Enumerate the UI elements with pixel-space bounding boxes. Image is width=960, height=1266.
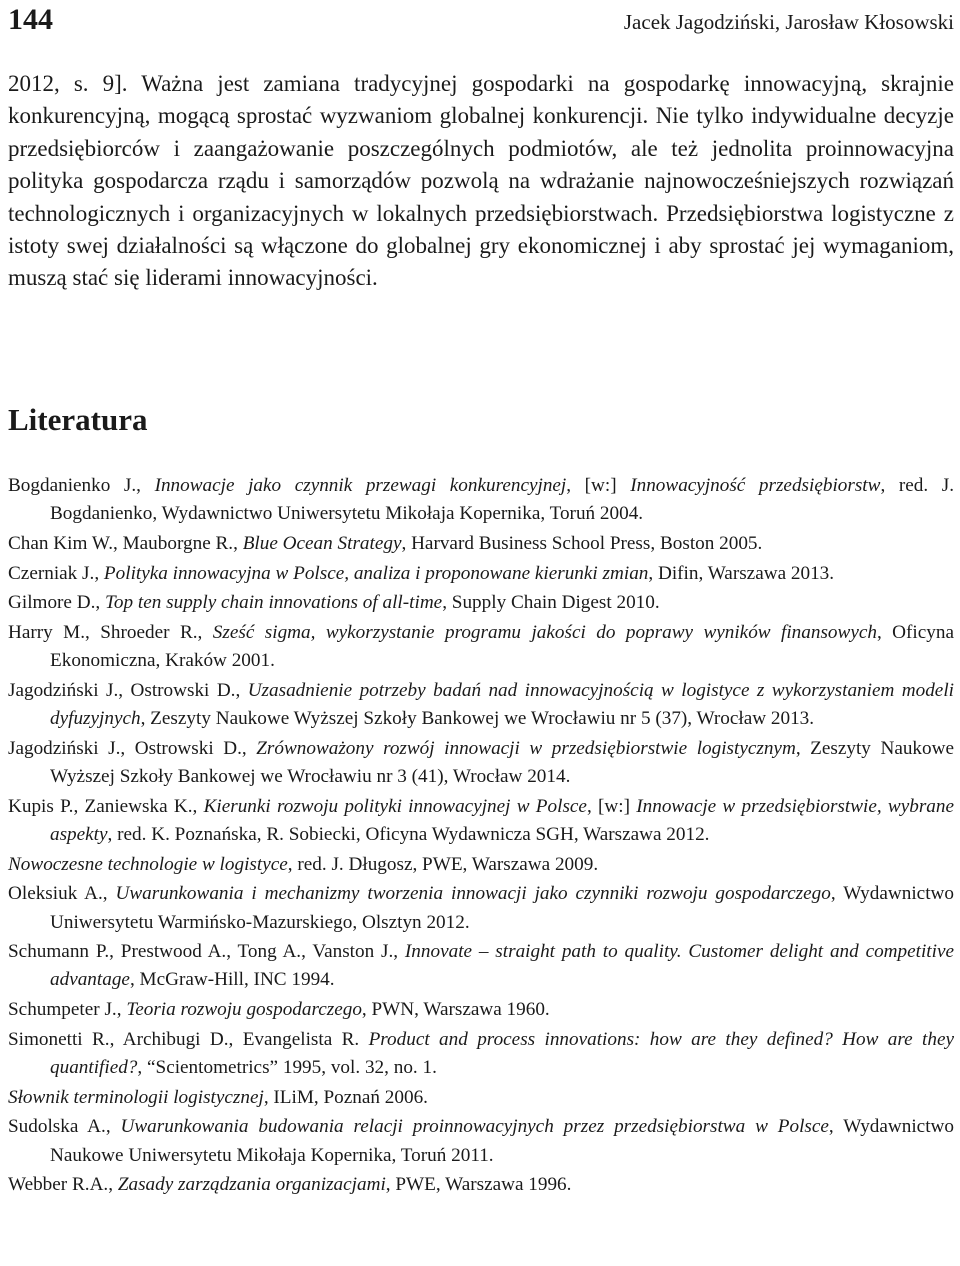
reference-item: Jagodziński J., Ostrowski D., Zrównoważony rozwój innowacji w przedsiębiorstwie logistycznym, Zeszyty Naukowe Wyższej Szkoły Bankowej we Wrocławiu nr 3 (41), Wrocław 2014.	[8, 737, 954, 788]
reference-item: Simonetti R., Archibugi D., Evangelista R. Product and process innovations: how are they defined? How are they quantified?, “Scientometrics” 1995, vol. 32, no. 1.	[8, 1028, 955, 1079]
reference-item: Gilmore D., Top ten supply chain innovations of all-time, Supply Chain Digest 2010.	[8, 592, 660, 614]
reference-item: Schumann P., Prestwood A., Tong A., Vanston J., Innovate – straight path to quality. Customer delight and competitive advantage, McGraw-Hill, INC 1994.	[8, 941, 954, 991]
reference-item: Jagodziński J., Ostrowski D., Uzasadnienie potrzeby badań nad innowacyjnością w logistyce z wykorzystaniem modeli dyfuzyjnych, Zeszyty Naukowe Wyższej Szkoły Bankowej we Wrocławiu nr 5 (37), Wrocław 2013.	[8, 679, 954, 730]
reference-item: Chan Kim W., Mauborgne R., Blue Ocean Strategy, Harvard Business School Press, Boston 2005.	[8, 532, 763, 554]
reference-item: Czerniak J., Polityka innowacyjna w Polsce, analiza i proponowane kierunki zmian, Difin, Warszawa 2013.	[8, 562, 835, 584]
reference-item: Sudolska A., Uwarunkowania budowania relacji proinnowacyjnych przez przedsiębiorstwa w Polsce, Wydawnictwo Naukowe Uniwersytetu Mikołaja Kopernika, Toruń 2011.	[8, 1116, 954, 1166]
reference-item: Słownik terminologii logistycznej, ILiM, Poznań 2006.	[8, 1086, 428, 1108]
reference-item: Kupis P., Zaniewska K., Kierunki rozwoju polityki innowacyjnej w Polsce, [w:] Innowacje w przedsiębiorstwie, wybrane aspekty, red. K. Poznańska, R. Sobiecki, Oficyna Wydawnicza SGH, Warszawa 2012.	[8, 795, 955, 845]
section-heading: Literatura	[8, 402, 148, 437]
reference-item: Webber R.A., Zasady zarządzania organizacjami, PWE, Warszawa 1996.	[8, 1174, 572, 1196]
running-head: Jacek Jagodziński, Jarosław Kłosowski	[623, 10, 954, 34]
reference-item: Harry M., Shroeder R., Sześć sigma, wykorzystanie programu jakości do poprawy wyników finansowych, Oficyna Ekonomiczna, Kraków 2001.	[8, 622, 954, 672]
body-paragraph: 2012, s. 9]. Ważna jest zamiana tradycyjnej gospodarki na gospodarkę innowacyjną, skrajnie konkurencyjną, mogącą sprostać wyzwaniom globalnej konkurencji. Nie tylko indywidualne decyzje przedsiębiorców i zaangażowanie poszczególnych podmiotów, ale też jednolita proinnowacyjna polityka gospodarcza rządu i samorządów pozwolą na wdrażanie najnowocześniejszych rozwiązań technologicznych i organizacyjnych w lokalnych przedsiębiorstwach. Przedsiębiorstwa logistyczne z istoty swej działalności są włączone do globalnej gry ekonomicznej i aby sprostać jej wymaganiom, muszą stać się liderami innowacyjności.	[8, 71, 954, 291]
page-header	[8, 2, 954, 40]
reference-item: Oleksiuk A., Uwarunkowania i mechanizmy tworzenia innowacji jako czynniki rozwoju gospodarczego, Wydawnictwo Uniwersytetu Warmińsko-Mazurskiego, Olsztyn 2012.	[8, 883, 954, 933]
page-number: 144	[8, 3, 53, 36]
reference-item: Schumpeter J., Teoria rozwoju gospodarczego, PWN, Warszawa 1960.	[8, 999, 550, 1021]
reference-item: Nowoczesne technologie w logistyce, red. J. Długosz, PWE, Warszawa 2009.	[8, 853, 599, 875]
reference-item: Bogdanienko J., Innowacje jako czynnik przewagi konkurencyjnej, [w:] Innowacyjność przedsiębiorstw, red. J. Bogdanienko, Wydawnictwo Uniwersytetu Mikołaja Kopernika, Toruń 2004.	[8, 475, 954, 525]
reference-list	[8, 472, 954, 1201]
